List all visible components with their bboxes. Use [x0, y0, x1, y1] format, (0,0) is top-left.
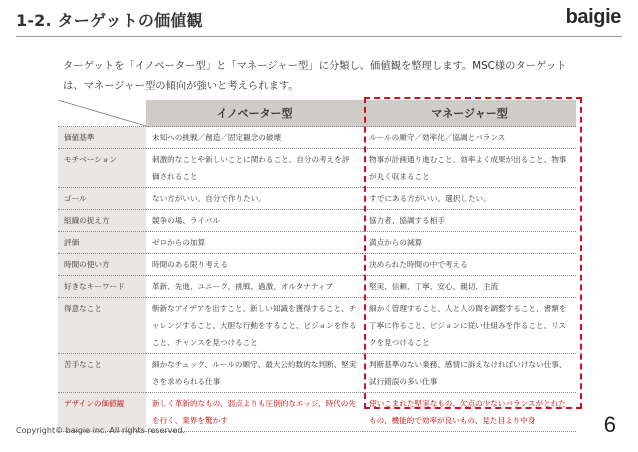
- values-table: [58, 100, 576, 432]
- page-number: 6: [603, 412, 616, 437]
- intro-paragraph: ターゲットを「イノベーター型」と「マネージャー型」に分類し、価値観を整理します。MSC様のターゲットは、マネージャー型の傾向が強いと考えられます。: [63, 60, 567, 92]
- innovator-cell: ない方がいい。自分で作りたい。: [146, 188, 363, 210]
- manager-cell: 協力者、協調する相手: [363, 210, 576, 232]
- innovator-cell: 未知への挑戦／創造／固定観念の破壊: [146, 127, 363, 149]
- innovator-cell: 時間のある限り考える: [146, 254, 363, 276]
- row-label: 時間の使い方: [58, 254, 146, 276]
- row-label: 組織の捉え方: [58, 210, 146, 232]
- table-row: [58, 210, 576, 232]
- header-divider: [16, 36, 622, 37]
- page-title: 1-2. ターゲットの価値観: [16, 11, 203, 30]
- table-row: [58, 254, 576, 276]
- copyright: Copyright© baigie inc. All rights reserved.: [16, 426, 186, 435]
- manager-cell: ルールの順守／効率化／協調とバランス: [363, 127, 576, 149]
- diagonal-line: [58, 100, 146, 126]
- table-header-row: [58, 100, 576, 127]
- innovator-cell: 競争の場、ライバル: [146, 210, 363, 232]
- row-label: 苦手なこと: [58, 354, 146, 393]
- manager-cell: 堅実、信頼、丁寧、安心、親切、主流: [363, 276, 576, 298]
- table-row: [58, 276, 576, 298]
- row-label: モチベーション: [58, 149, 146, 188]
- innovator-cell: ゼロからの加算: [146, 232, 363, 254]
- row-label: ゴール: [58, 188, 146, 210]
- row-label: 好きなキーワード: [58, 276, 146, 298]
- row-label: 価値基準: [58, 127, 146, 149]
- manager-cell: 細かく管理すること、人と人の間を調整すること、書類を丁寧に作ること、ビジョンに従い仕組みを作ること、リスクを見つけること: [363, 298, 576, 354]
- table-row: [58, 127, 576, 149]
- manager-cell: 使いこまれた堅実なもの、欠点の少ないバランスがとれたもの、機能的で効率が良いもの、見た目より中身: [363, 393, 576, 432]
- innovator-cell: 細かなチェック、ルールの順守、最大公約数的な判断、堅実さを求められる仕事: [146, 354, 363, 393]
- row-label: 評価: [58, 232, 146, 254]
- innovator-cell: 革新、先進、ユニーク、挑戦、過激、オルタナティブ: [146, 276, 363, 298]
- column-header-manager: マネージャー型: [363, 100, 576, 127]
- table-row: [58, 232, 576, 254]
- innovator-cell: 新しく革新的なもの、弱点よりも圧倒的なエッジ、時代の先を行く、業界を驚かす: [146, 393, 363, 432]
- brand-logo: baigie: [565, 6, 621, 28]
- table-row: [58, 188, 576, 210]
- table-row: [58, 149, 576, 188]
- innovator-cell: 斬新なアイデアを出すこと、新しい知識を獲得すること、チャレンジすること、大胆な行動をすること、ビジョンを作ること、チャンスを見つけること: [146, 298, 363, 354]
- manager-cell: 物事が計画通り進むこと、効率よく成果が出ること、物事が丸く収まること: [363, 149, 576, 188]
- manager-cell: 判断基準のない業務、感情に訴えなければいけない仕事、試行錯誤の多い仕事: [363, 354, 576, 393]
- table-row: [58, 354, 576, 393]
- values-table-wrapper: [58, 100, 576, 432]
- row-label: 得意なこと: [58, 298, 146, 354]
- corner-cell: [58, 100, 146, 127]
- table-row: [58, 298, 576, 354]
- manager-cell: 満点からの減算: [363, 232, 576, 254]
- manager-cell: すでにある方がいい。選択したい。: [363, 188, 576, 210]
- row-label: デザインの価値観: [58, 393, 146, 432]
- manager-cell: 決められた時間の中で考える: [363, 254, 576, 276]
- column-header-innovator: イノベーター型: [146, 100, 363, 127]
- innovator-cell: 刺激的なことや新しいことに関わること、自分の考えを評価されること: [146, 149, 363, 188]
